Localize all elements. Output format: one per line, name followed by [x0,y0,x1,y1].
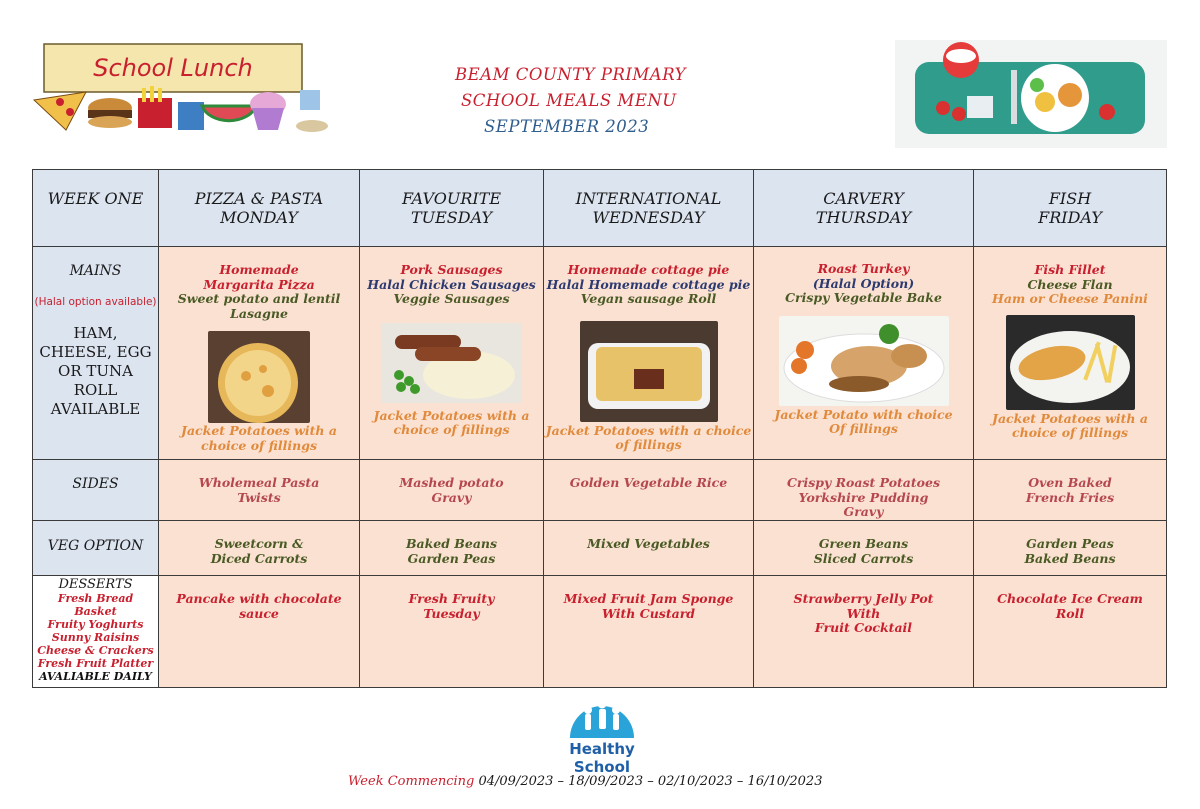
mains-tuesday [360,247,544,460]
main-dish: Homemade [219,262,299,277]
veg-main-dish: Vegan sausage Roll [580,291,717,306]
veg-main-dish: Sweet potato and lentil [177,291,341,306]
dessert: Chocolate Ice Cream [997,591,1143,606]
dessert: Fresh Fruity [408,591,495,606]
side-dish: Crispy Roast Potatoes [786,475,941,490]
side-dish: Twists [237,489,281,505]
school-name: BEAM COUNTY PRIMARY [455,65,687,84]
main-dish: Pork Sausages [400,262,503,277]
header-row [33,170,1167,247]
day-header-friday [974,170,1167,247]
mains-monday [159,247,360,460]
dessert: Fruit Cocktail [814,620,913,635]
desserts-label-cell [33,576,159,688]
veg-item: Baked Beans [1024,550,1116,566]
mains-thursday [754,247,974,460]
side-dish: Gravy [431,489,472,505]
veg-item: Garden Peas [1026,536,1114,551]
jacket-potato-option: Of fillings [829,421,898,436]
side-dish: Wholemeal Pasta [198,475,320,490]
veg-monday [159,521,360,576]
jacket-potato-option: Jacket Potatoes with a choice of fillings [373,407,530,437]
dessert: Mixed Fruit Jam Sponge [563,591,734,606]
veg-label-cell [33,521,159,576]
daily-dessert: Fresh Bread [57,592,134,605]
veg-item: Mixed Vegetables [587,536,710,551]
mains-row [33,247,1167,460]
dessert: With Custard [601,605,696,621]
sausage-mash-image [381,323,522,403]
dessert: sauce [239,605,279,621]
veg-item: Sliced Carrots [813,550,914,566]
veg-item: Green Beans [818,536,909,551]
day-name: MONDAY [220,208,298,227]
roll-note: HAM, CHEESE, EGG OR TUNA ROLL AVAILABLE [39,324,152,418]
mains-label-cell [33,247,159,460]
day-theme: INTERNATIONAL [575,189,722,208]
mains-wednesday [544,247,754,460]
pizza-image [208,331,310,423]
dessert: Strawberry Jelly Pot [793,591,934,606]
dessert-thursday [754,576,974,688]
halal-main-dish: (Halal Option) [812,275,915,291]
main-dish: Margarita Pizza [203,276,315,292]
dessert: Roll [1055,605,1085,621]
daily-dessert: Sunny Raisins [51,631,140,644]
daily-dessert: Fruity Yoghurts [47,618,144,631]
side-dish: Gravy [843,504,884,519]
cottage-pie-image [580,321,718,422]
day-header-wednesday [544,170,754,247]
veg-main-dish: Cheese Flan [1027,276,1113,292]
jacket-potato-option: Jacket Potatoes with a choice of fillings [992,410,1148,440]
veg-item: Baked Beans [405,536,498,551]
dessert-friday [974,576,1167,688]
sides-friday [974,460,1167,521]
jacket-potato-option: Jacket Potato with choice [774,406,953,422]
day-theme: FISH [1048,189,1092,208]
sides-thursday [754,460,974,521]
sides-label: SIDES [72,476,119,492]
week-commencing-dates: 04/09/2023 – 18/09/2023 – 02/10/2023 – 16/10/2023 [478,774,823,789]
day-header-monday [159,170,360,247]
dessert-tuesday [360,576,544,688]
veg-main-dish: Lasagne [230,305,288,321]
veg-wednesday [544,521,754,576]
week-commencing-footer [348,774,822,789]
halal-note: (Halal option available) [34,296,157,308]
healthy-school-logo [540,688,664,776]
sides-tuesday [360,460,544,521]
logo-text: School Lunch [93,54,253,82]
menu-title [380,62,760,140]
roast-turkey-image [779,316,949,406]
day-name: TUESDAY [410,208,493,227]
veg-item: Sweetcorn & [214,536,304,551]
veg-row [33,521,1167,576]
menu-month: SEPTEMBER 2023 [484,117,650,136]
halal-main-dish: Halal Chicken Sausages [367,276,536,292]
day-theme: CARVERY [823,189,904,208]
side-dish: Golden Vegetable Rice [569,475,728,490]
alt-main-dish: Ham or Cheese Panini [992,291,1148,306]
veg-tuesday [360,521,544,576]
jacket-potato-option: Jacket Potatoes with a choice of fillings [181,423,337,453]
dessert-wednesday [544,576,754,688]
main-dish: Homemade cottage pie [567,262,730,277]
veg-item: Diced Carrots [210,550,308,566]
daily-dessert: Basket [74,605,117,618]
side-dish: Yorkshire Pudding [798,489,929,505]
school-lunch-logo [30,40,330,135]
mains-label: MAINS [69,263,122,279]
day-name: WEDNESDAY [592,208,705,227]
sides-row [33,460,1167,521]
day-theme: FAVOURITE [401,189,502,208]
dessert: Pancake with chocolate [176,591,342,606]
day-name: THURSDAY [815,208,912,227]
menu-table [32,169,1167,688]
dessert: Tuesday [423,605,480,621]
veg-label: VEG OPTION [47,538,144,554]
day-header-tuesday [360,170,544,247]
dessert: With [846,605,881,621]
side-dish: French Fries [1025,489,1115,505]
day-header-thursday [754,170,974,247]
side-dish: Oven Baked [1028,475,1112,490]
fish-chips-image [1006,315,1135,410]
side-dish: Mashed potato [399,475,504,490]
daily-dessert: Cheese & Crackers [37,644,154,657]
week-label: WEEK ONE [47,189,144,208]
main-dish: Roast Turkey [817,261,910,276]
meal-tray-image [895,40,1167,148]
desserts-row [33,576,1167,688]
sides-monday [159,460,360,521]
available-daily: AVALIABLE DAILY [39,670,152,683]
daily-dessert: Fresh Fruit Platter [37,657,154,670]
veg-item: Garden Peas [407,550,496,566]
halal-main-dish: Halal Homemade cottage pie [546,276,751,292]
day-name: FRIDAY [1038,208,1102,227]
sides-wednesday [544,460,754,521]
dessert-monday [159,576,360,688]
week-commencing-label: Week Commencing [348,774,475,789]
desserts-label: DESSERTS [58,577,133,592]
week-label-cell [33,170,159,247]
jacket-potato-option: Jacket Potatoes with a choice of fillings [545,422,752,452]
main-dish: Fish Fillet [1034,262,1106,277]
mains-friday [974,247,1167,460]
veg-main-dish: Veggie Sausages [393,291,510,306]
veg-friday [974,521,1167,576]
veg-main-dish: Crispy Vegetable Bake [785,290,942,305]
healthy-school-text: Healthy School [569,740,635,776]
menu-name: SCHOOL MEALS MENU [461,91,677,110]
sides-label-cell [33,460,159,521]
veg-thursday [754,521,974,576]
day-theme: PIZZA & PASTA [194,189,324,208]
